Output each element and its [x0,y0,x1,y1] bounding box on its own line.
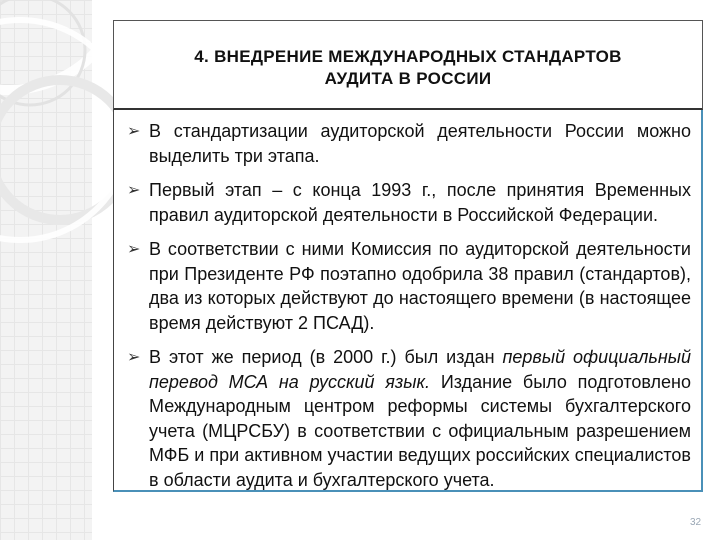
slide-title-box [113,20,703,110]
decorative-circles [0,0,120,540]
list-item-text-start: В этот же период (в 2000 г.) был издан [149,347,503,367]
list-item-text-end: Издание было подготовлено Международным центром реформы системы бухгалтерского учета (МЦРСБУ) в соответствии с официальным разрешением МФБ и при активном участии ведущих российских специалистов в области аудита и бухгалтерского учета. [149,371,691,490]
arrow-bullet-icon: ➢ [127,123,141,140]
arrow-bullet-icon: ➢ [127,241,141,258]
list-item [127,345,691,492]
list-item-text: Первый этап – с конца 1993 г., после принятия Временных правил аудиторской деятельности в Российской Федерации. [149,180,691,225]
page-number: 32 [690,517,702,528]
arrow-bullet-icon: ➢ [127,349,141,366]
list-item-text: В соответствии с ними Комиссия по аудиторской деятельности при Президенте РФ поэтапно одобрила 38 правил (стандартов), два из которых действуют до настоящего времени (в настоящее время действуют 2 ПСАД). [149,239,691,333]
title-line-1: 4. ВНЕДРЕНИЕ МЕЖДУНАРОДНЫХ СТАНДАРТОВ [194,46,622,66]
arrow-bullet-icon: ➢ [127,182,141,199]
bullet-list [127,119,691,502]
list-item-text-italic: первый официальный перевод МСА на русский язык. [149,347,691,392]
slide-title [194,46,621,90]
list-item [127,119,691,168]
title-line-2: АУДИТА В РОССИИ [324,68,492,88]
list-item-text: В стандартизации аудиторской деятельности России можно выделить три этапа. [149,121,691,166]
list-item [127,178,691,227]
list-item [127,237,691,335]
